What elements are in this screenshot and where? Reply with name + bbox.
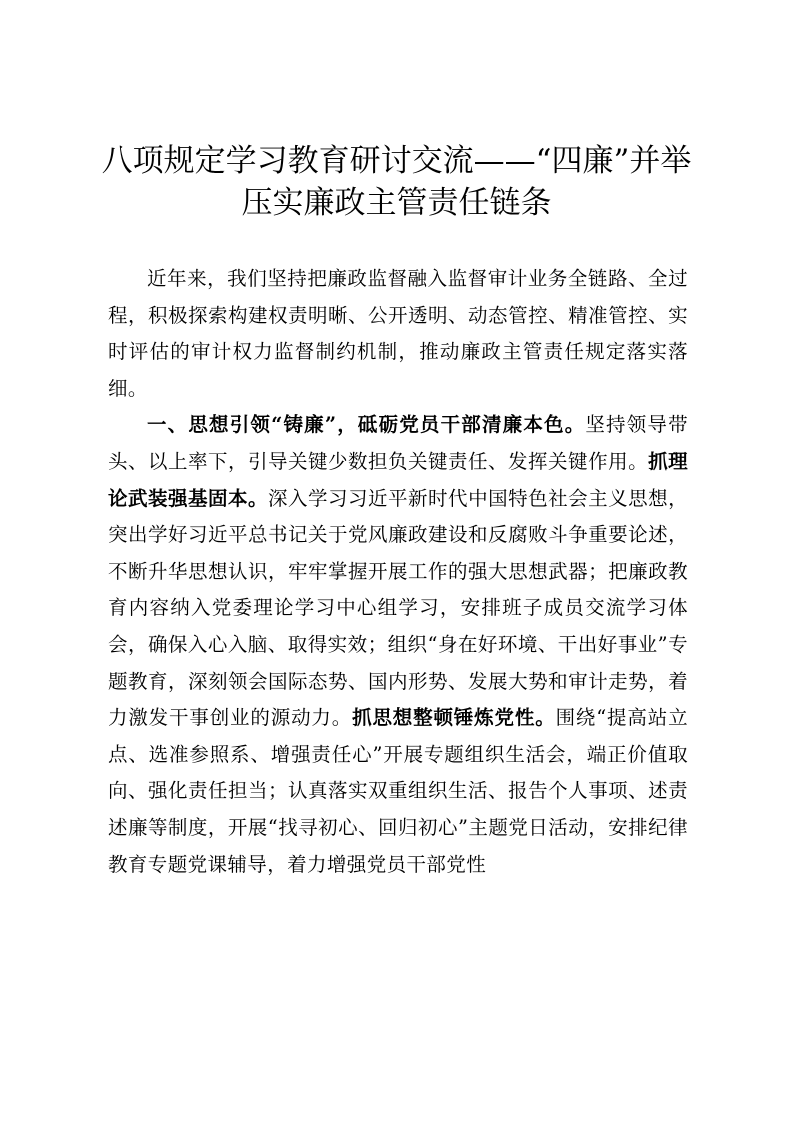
section-text: 坚持领导带头、以上率下，引导关键少数担负关键责任、发挥关键作用。 bbox=[108, 413, 688, 473]
document-body bbox=[108, 261, 688, 883]
subheading-thought: 抓思想整顿锤炼党性。 bbox=[352, 706, 556, 730]
subheading-theory: 抓理论武装强基固本。 bbox=[108, 449, 688, 510]
section-text: 围绕“提高站立点、选准参照系、增强责任心”开展专题组织生活会，端正价值取向、强化责任担当；认真落实双重组织生活、报告个人事项、述责述廉等制度，开展“找寻初心、回归初心”主题党日活动，安排纪律教育专题党课辅导，着力增强党员干部党性 bbox=[108, 706, 688, 876]
title-line-2: 压实廉政主管责任链条 bbox=[241, 185, 552, 221]
document-title bbox=[100, 140, 693, 224]
paragraph-intro: 近年来，我们坚持把廉政监督融入监督审计业务全链路、全过程，积极探索构建权责明晰、公开透明、动态管控、精准管控、实时评估的审计权力监督制约机制，推动廉政主管责任规定落实落细。 bbox=[108, 267, 688, 400]
paragraph-section-1 bbox=[108, 407, 688, 883]
section-heading: 一、思想引领“铸廉”，砥砺党员干部清廉本色。 bbox=[147, 413, 586, 437]
title-line-1: 八项规定学习教育研讨交流——“四廉”并举 bbox=[101, 143, 692, 179]
section-text: 深入学习习近平新时代中国特色社会主义思想，突出学好习近平总书记关于党风廉政建设和反腐败斗争重要论述，不断升华思想认识，牢牢掌握开展工作的强大思想武器；把廉政教育内容纳入党委理论学习中心组学习，安排班子成员交流学习体会，确保入心入脑、取得实效；组织“身在好环境、干出好事业”专题教育，深刻领会国际态势、国内形势、发展大势和审计走势，着力激发干事创业的源动力。 bbox=[108, 486, 688, 730]
